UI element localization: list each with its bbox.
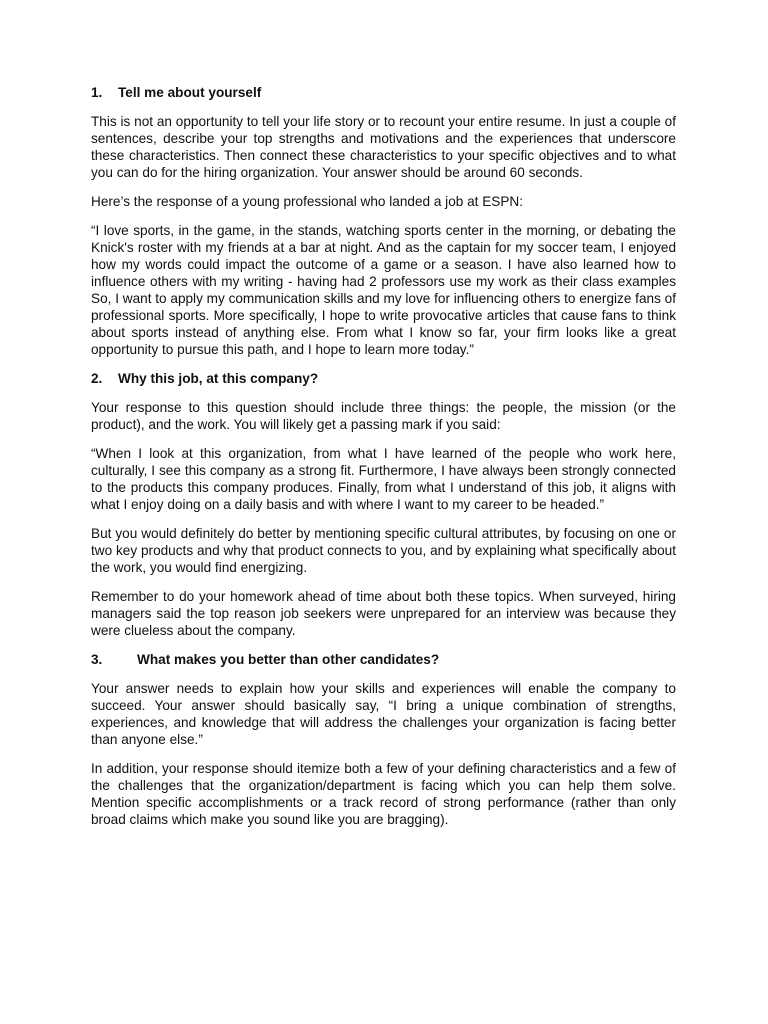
section-3-paragraph-2: In addition, your response should itemize both a few of your defining characteristics and a few of the challenges that the organization/department is facing which you can help them solve. Mention specific accomplishments or a track record of strong performance (rather than only broad claims which make you sound like you are bragging). xyxy=(91,761,676,827)
section-3-heading xyxy=(91,651,676,668)
section-2-paragraph-1: Your response to this question should include three things: the people, the mission (or the product), and the work. You will likely get a passing mark if you said: xyxy=(91,400,676,432)
section-3-paragraph-1: Your answer needs to explain how your skills and experiences will enable the company to succeed. Your answer should basically say, “I bring a unique combination of strengths, experiences, and knowledge that will address the challenges your organization is facing better than anyone else.” xyxy=(91,681,676,747)
section-2-quote: “When I look at this organization, from what I have learned of the people who work here, culturally, I see this company as a strong fit. Furthermore, I have always been strongly connected to the products this company produces. Finally, from what I understand of this job, it aligns with what I enjoy doing on a daily basis and with where I want to my career to be headed.” xyxy=(91,446,676,512)
section-1-number: 1. xyxy=(91,85,103,100)
section-3-title: What makes you better than other candidates? xyxy=(137,652,440,667)
section-1-quote: “I love sports, in the game, in the stands, watching sports center in the morning, or debating the Knick's roster with my friends at a bar at night. And as the captain for my soccer team, I enjoyed how my words could impact the outcome of a game or a season. I have also learned how to influence others with my writing - having had 2 professors use my work as their class examples So, I want to apply my communication skills and my love for influencing others to energize fans of professional sports. More specifically, I hope to write provocative articles that cause fans to think about sports instead of anything else. From what I know so far, your firm looks like a great opportunity to pursue this path, and I hope to learn more today.” xyxy=(91,223,676,357)
section-2-paragraph-4: Remember to do your homework ahead of time about both these topics. When surveyed, hiring managers said the top reason job seekers were unprepared for an interview was because they were clueless about the company. xyxy=(91,589,676,638)
section-2-number: 2. xyxy=(91,371,103,386)
section-1-paragraph-2: Here’s the response of a young professional who landed a job at ESPN: xyxy=(91,194,523,209)
section-2-paragraph-3: But you would definitely do better by mentioning specific cultural attributes, by focusing on one or two key products and why that product connects to you, and by explaining what specifically about the work, you would find energizing. xyxy=(91,526,676,575)
section-1-title: Tell me about yourself xyxy=(118,85,262,100)
section-1-paragraph-1: This is not an opportunity to tell your life story or to recount your entire resume. In just a couple of sentences, describe your top strengths and motivations and the experiences that underscore these characteristics. Then connect these characteristics to your specific objectives and to what you can do for the hiring organization. Your answer should be around 60 seconds. xyxy=(91,114,676,180)
section-1-heading xyxy=(91,84,676,101)
document-page xyxy=(91,84,676,840)
section-2-title: Why this job, at this company? xyxy=(118,371,319,386)
section-3-number: 3. xyxy=(91,652,103,667)
section-2-heading xyxy=(91,370,676,387)
